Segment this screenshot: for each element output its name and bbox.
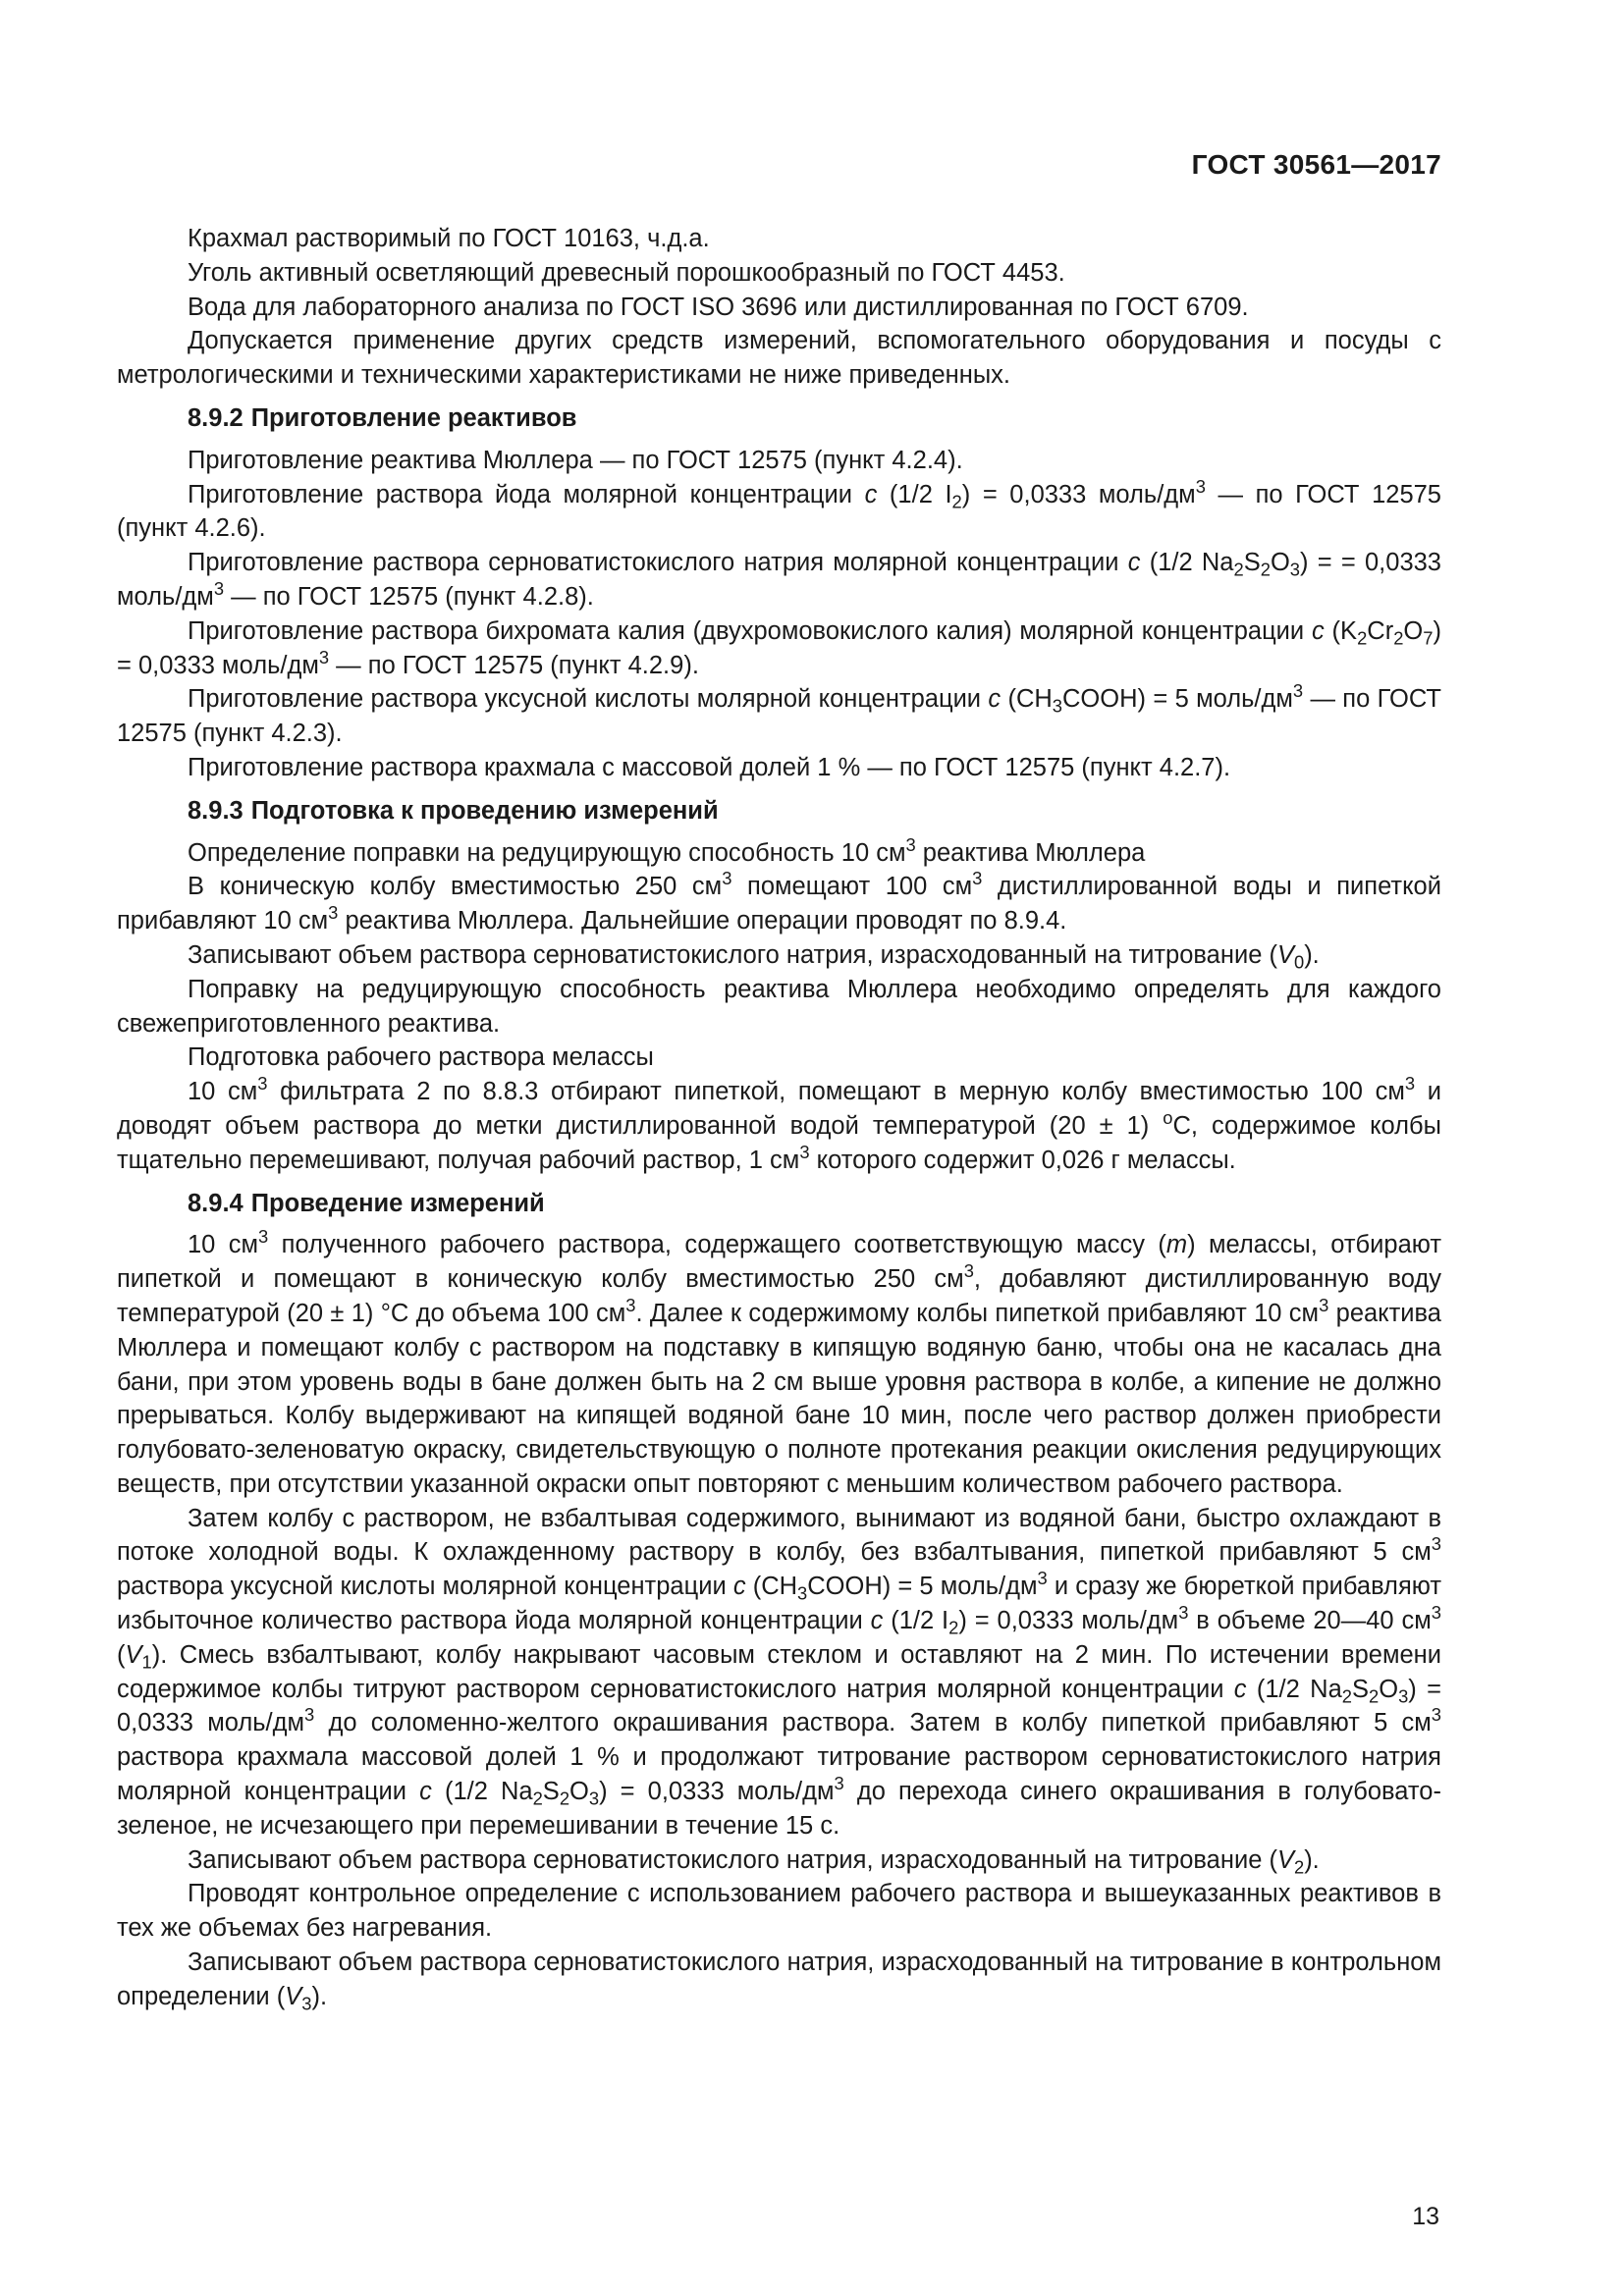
paragraph: Записывают объем раствора серноватистокислого натрия, израсходованный на титрование в контрольном определении $(V_3)$. [117,1949,1441,2014]
paragraph: Вода для лабораторного анализа по ГОСТ ISO 3696 или дистиллированная по ГОСТ 6709. [188,293,1249,321]
paragraph: 10 $см^3$ полученного рабочего раствора, содержащего соответствующую массу (m) мелассы, отбирают пипеткой и помещают в коническую колбу вместимостью 250 $см^3$, добавляют дистиллированную воду температурой (20 ± 1) °С до объема 100 $см^3$. Далее к содержимому колбы пипеткой прибавляют 10 $см^3$ реактива Мюллера и помещают колбу с раствором на подставку в кипящую водяную баню, чтобы она не касалась дна бани, при этом уровень воды в бане должен быть на 2 см выше уровня раствора в колбе, а кипение не должно прерываться. Колбу выдерживают на кипящей водяной бане 10 мин, после чего раствор должен приобрести голубовато-зеленоватую окраску, свидетельствующую о полноте протекания реакции окисления редуцирующих веществ, при отсутствии указанной окраски опыт повторяют с меньшим количеством рабочего раствора. [117,1226,1441,1498]
section-heading-8-9-3 [117,794,1441,828]
paragraph: Приготовление реактива Мюллера — по ГОСТ 12575 (пункт 4.2.4). [188,446,963,474]
paragraph: В коническую колбу вместимостью 250 $см^3$ помещают 100 $см^3$ дистиллированной воды и пипеткой прибавляют 10 $см^3$ реактива Мюллера. Дальнейшие операции проводят по 8.9.4. [117,868,1441,935]
section-heading-8-9-2 [117,401,1441,436]
paragraph: 10 $см^3$ фильтрата 2 по 8.8.3 отбирают пипеткой, помещают в мерную колбу вместимостью 100 $см^3$ и доводят объем раствора до метки дистиллированной водой температурой (20 ± 1) $^о$С, содержимое колбы тщательно перемешивают, получая рабочий раствор, 1 $см^3$ которого содержит 0,026 г мелассы. [117,1073,1441,1174]
paragraph: Приготовление раствора серноватистокислого натрия молярной концентрации c (1/2 $Na_2S_2O_3$) = = 0,0333 моль/$дм^3$ — по ГОСТ 12575 (пункт 4.2.8). [117,549,1441,611]
paragraph: Определение поправки на редуцирующую способность 10 $см^3$ реактива Мюллера [188,833,1146,867]
paragraph: Уголь активный осветляющий древесный порошкообразный по ГОСТ 4453. [188,258,1065,287]
paragraph: Приготовление раствора уксусной кислоты молярной концентрации c $(CH_3COOH) = 5$ моль/$дм^3$ — по ГОСТ 12575 (пункт 4.2.3). [117,680,1441,748]
paragraph: Приготовление раствора крахмала с массовой долей 1 % — по ГОСТ 12575 (пункт 4.2.7). [188,753,1231,781]
paragraph: Записывают объем раствора серноватистокислого натрия, израсходованный на титрование $(V_2)$. [188,1845,1320,1878]
section-title: Приготовление реактивов [250,403,577,432]
paragraph: Допускается применение других средств измерений, вспомогательного оборудования и посуды с метрологическими и техническими характеристиками не ниже приведенных. [117,327,1441,390]
section-number: 8.9.3 [188,796,244,825]
paragraph: Крахмал растворимый по ГОСТ 10163, ч.д.а. [188,225,710,252]
paragraph: Поправку на редуцирующую способность реактива Мюллера необходимо определять для каждого свежеприготовленного реактива. [117,975,1441,1038]
page-header-standard-id: ГОСТ 30561—2017 [1191,149,1441,180]
section-number: 8.9.4 [188,1189,244,1217]
section-title: Подготовка к проведению измерений [250,796,719,825]
page-number: 13 [1412,2203,1439,2230]
section-number: 8.9.2 [188,403,244,432]
section-heading-8-9-4 [117,1187,1441,1221]
paragraph: Записывают объем раствора серноватистокислого натрия, израсходованный на титрование $(V_0)$. [188,940,1320,973]
paragraph: Приготовление раствора бихромата калия (двухромовокислого калия) молярной концентрации c $(K_2Cr_2O_7) = 0,0333$ моль/$дм^3$ — по ГОСТ 12575 (пункт 4.2.9). [117,616,1441,679]
document-body [117,222,1441,2014]
section-title: Проведение измерений [250,1189,545,1217]
paragraph: Приготовление раствора йода молярной концентрации c (1/2 $I_2) = 0,0333$ моль/$дм^3$ — по ГОСТ 12575 (пункт 4.2.6). [117,475,1441,543]
paragraph: Проводят контрольное определение с использованием рабочего раствора и вышеуказанных реактивов в тех же объемах без нагревания. [117,1880,1441,1943]
paragraph: Подготовка рабочего раствора мелассы [188,1043,654,1072]
paragraph: Затем колбу с раствором, не взбалтывая содержимого, вынимают из водяной бани, быстро охлаждают в потоке холодной воды. К охлажденному раствору в колбу, без взбалтывания, пипеткой прибавляют 5 $см^3$ раствора уксусной кислоты молярной концентрации c $(CH_3COOH) = 5$ моль/$дм^3$ и сразу же бюреткой прибавляют избыточное количество раствора йода молярной концентрации c (1/2 $I_2) = 0,0333$ моль/$дм^3$ в объеме 20—40 $см^3$ $(V_1)$. Смесь взбалтывают, колбу накрывают часовым стеклом и оставляют на 2 мин. По истечении времени содержимое колбы титруют раствором серноватистокислого натрия молярной концентрации c (1/2 $Na_2S_2O_3) = 0,0333$ моль/$дм^3$ до соломенно-желтого окрашивания раствора. Затем в колбу пипеткой прибавляют 5 $см^3$ раствора крахмала массовой долей 1 % и продолжают титрование раствором серноватистокислого натрия молярной концентрации c (1/2 $Na_2S_2O_3) = 0,0333$ моль/$дм^3$ до перехода синего окрашивания в голубовато-зеленое, не исчезающего при перемешивании в течение 15 с. [117,1504,1442,1840]
